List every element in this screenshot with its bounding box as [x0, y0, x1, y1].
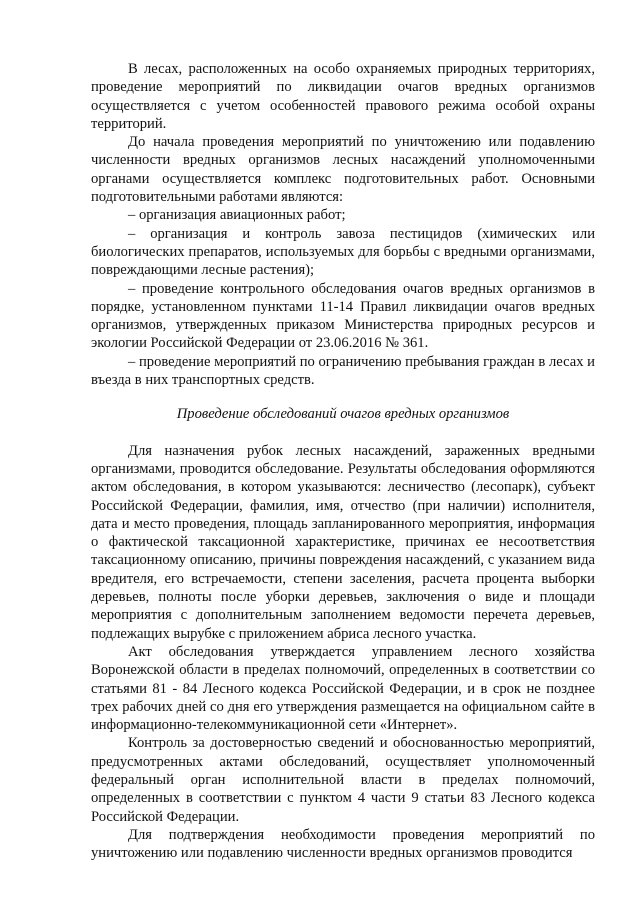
paragraph: Для подтверждения необходимости проведения мероприятий по уничтожению или подавлению численности вредных организмов проводится [91, 826, 595, 862]
page-content [91, 60, 595, 862]
paragraph: В лесах, расположенных на особо охраняемых природных территориях, проведение мероприятий по ликвидации очагов вредных организмов осуществляется с учетом особенностей правового режима особой охраны территорий. [91, 61, 595, 132]
paragraph: До начала проведения мероприятий по уничтожению или подавлению численности вредных организмов лесных насаждений уполномоченными органами осуществляется комплекс подготовительных работ. Основными подготовительными работами являются: [91, 134, 595, 206]
paragraph: Контроль за достоверностью сведений и обоснованностью мероприятий, предусмотренных актами обследований, осуществляет уполномоченный федеральный орган исполнительной власти в пределах полномочий, определенных в соответствии с пунктом 4 части 9 статьи 83 Лесного кодекса Российской Федерации. [91, 735, 595, 825]
list-item: – проведение мероприятий по ограничению пребывания граждан в лесах и въезда в них транспортных средств. [91, 353, 595, 389]
paragraph: Для назначения рубок лесных насаждений, зараженных вредными организмами, проводится обследование. Результаты обследования оформляются актом обследования, в котором указываются: лесничество (лесопарк), субъект Российской Федерации, фамилия, имя, отчество (при наличии) исполнителя, дата и место проведения, площадь запланированного мероприятия, информация о фактической таксационной характеристике, причинах ее несоответствия таксационному описанию, причины повреждения насаждений, с указанием вида вредителя, его встречаемости, степени заселения, расчета процента выборки деревьев, полноты после уборки деревьев, заключения о виде и площади мероприятия с дополнительным заполнением ведомости перечета деревьев, подлежащих вырубке с приложением абриса лесного участка. [91, 442, 595, 642]
list-item: – проведение контрольного обследования очагов вредных организмов в порядке, установленном пунктами 11-14 Правил ликвидации очагов вредных организмов, утвержденных приказом Министерства природных ресурсов и экологии Российской Федерации от 23.06.2016 № 361. [91, 280, 595, 352]
paragraph: Акт обследования утверждается управлением лесного хозяйства Воронежской области в пределах полномочий, определенных в соответствии со статьями 81 - 84 Лесного кодекса Российской Федерации, и в срок не позднее трех рабочих дней со дня его утверждения размещается на официальном сайте в информационно-телекоммуникационной сети «Интернет». [91, 643, 595, 734]
list-item: – организация и контроль завоза пестицидов (химических или биологических препаратов, используемых для борьбы с вредными организмами, повреждающими лесные растения); [91, 225, 595, 279]
section-heading: Проведение обследований очагов вредных организмов [176, 406, 510, 423]
list-item: – организация авиационных работ; [128, 207, 346, 224]
